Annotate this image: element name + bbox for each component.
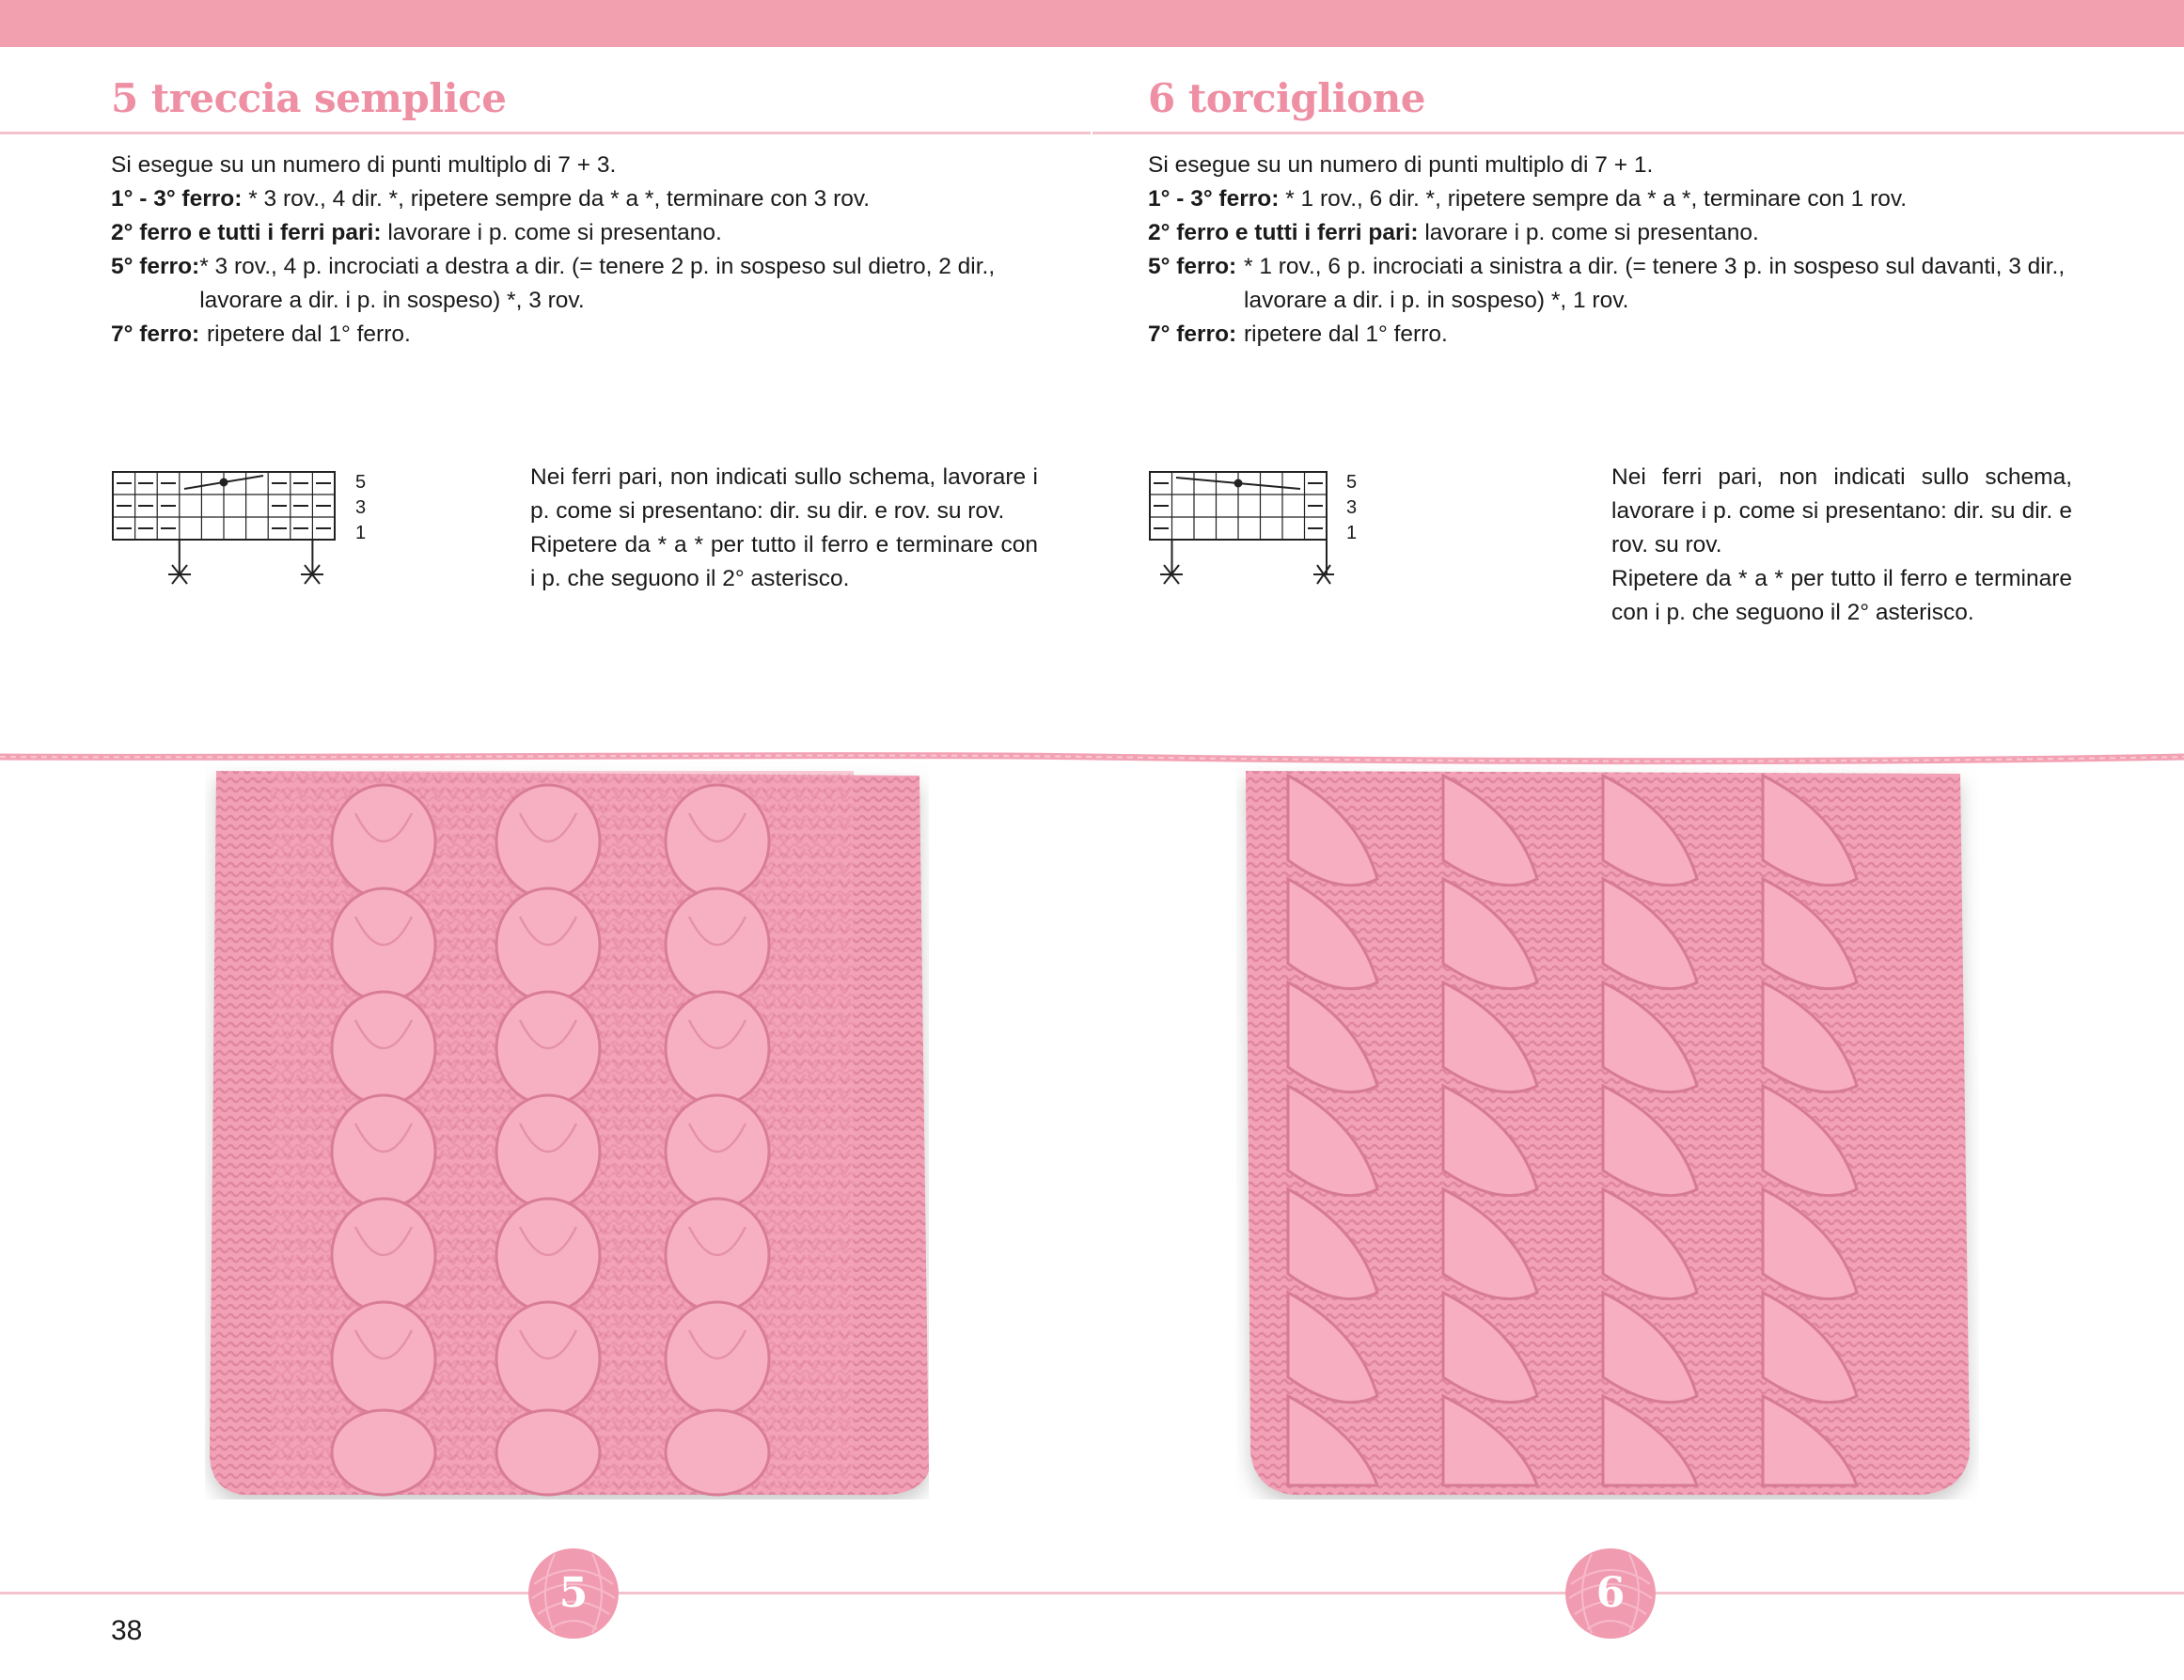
row-text: * 1 rov., 6 p. incrociati a sinistra a dir. (= tenere 3 p. in sospeso sul davanti, 3 dir., lavorare a dir. i p. in sospeso) *, 1 rov. bbox=[1244, 254, 2066, 313]
row-number: 3 bbox=[355, 497, 367, 518]
note-paragraph: Nei ferri pari, non indicati sullo schema, lavorare i p. come si presentano: dir. su dir. e rov. su rov. bbox=[530, 464, 1038, 524]
footer-divider bbox=[0, 1592, 2184, 1594]
yarn-ball-badge bbox=[1563, 1547, 1658, 1641]
pattern-instructions bbox=[111, 149, 1051, 352]
chart-note bbox=[1611, 461, 2072, 630]
top-accent-bar bbox=[0, 0, 2184, 47]
row-label: 2° ferro e tutti i ferri pari: bbox=[111, 220, 382, 245]
note-paragraph: Ripetere da * a * per tutto il ferro e terminare con i p. che seguono il 2° asterisco. bbox=[530, 532, 1038, 591]
pattern-instructions bbox=[1148, 149, 2088, 352]
knitted-swatch-photo bbox=[1236, 757, 1979, 1499]
intro-text: Si esegue su un numero di punti multiplo di 7 + 3. bbox=[111, 152, 617, 178]
row-text: * 3 rov., 4 dir. *, ripetere sempre da * a *, terminare con 3 rov. bbox=[248, 186, 871, 212]
row-number: 1 bbox=[1346, 523, 1358, 543]
chart-row-numbers bbox=[1346, 470, 1357, 546]
row-label: 1° - 3° ferro: bbox=[111, 186, 243, 212]
stitch-chart bbox=[1148, 470, 1336, 592]
yarn-ball-badge bbox=[526, 1547, 621, 1641]
pattern-number: 6 bbox=[1595, 1569, 1626, 1617]
row-label: 2° ferro e tutti i ferri pari: bbox=[1148, 220, 1419, 245]
page-number: 38 bbox=[111, 1615, 143, 1646]
row-text: * 1 rov., 6 dir. *, ripetere sempre da * a *, terminare con 1 rov. bbox=[1285, 186, 1908, 212]
row-number: 5 bbox=[355, 472, 367, 493]
row-text: lavorare i p. come si presentano. bbox=[387, 220, 722, 245]
chart-note bbox=[530, 461, 1038, 596]
row-text: ripetere dal 1° ferro. bbox=[207, 322, 411, 347]
row-number: 5 bbox=[1346, 472, 1358, 493]
row-text: lavorare i p. come si presentano. bbox=[1424, 220, 1759, 245]
pattern-number: 5 bbox=[558, 1569, 589, 1617]
title-divider bbox=[0, 132, 1091, 134]
stitch-chart bbox=[111, 470, 346, 592]
note-paragraph: Nei ferri pari, non indicati sullo schema, lavorare i p. come si presentano: dir. su dir. e rov. su rov. bbox=[1611, 464, 2072, 557]
row-label: 5° ferro: bbox=[111, 254, 200, 279]
intro-text: Si esegue su un numero di punti multiplo di 7 + 1. bbox=[1148, 152, 1654, 178]
knitted-swatch-photo bbox=[205, 757, 929, 1499]
pattern-title: 5 treccia semplice bbox=[111, 75, 507, 121]
row-text: * 3 rov., 4 p. incrociati a destra a dir. (= tenere 2 p. in sospeso sul dietro, 2 dir., lavorare a dir. i p. in sospeso) *, 3 rov. bbox=[199, 254, 996, 313]
row-label: 5° ferro: bbox=[1148, 254, 1237, 279]
pattern-title: 6 torciglione bbox=[1148, 75, 1425, 121]
note-paragraph: Ripetere da * a * per tutto il ferro e terminare con i p. che seguono il 2° asterisco. bbox=[1611, 566, 2072, 625]
row-number: 1 bbox=[355, 523, 367, 543]
row-number: 3 bbox=[1346, 497, 1358, 518]
row-label: 7° ferro: bbox=[1148, 322, 1237, 347]
row-text: ripetere dal 1° ferro. bbox=[1244, 322, 1448, 347]
chart-row-numbers bbox=[355, 470, 366, 546]
title-divider bbox=[1092, 132, 2184, 134]
row-label: 1° - 3° ferro: bbox=[1148, 186, 1280, 212]
row-label: 7° ferro: bbox=[111, 322, 200, 347]
